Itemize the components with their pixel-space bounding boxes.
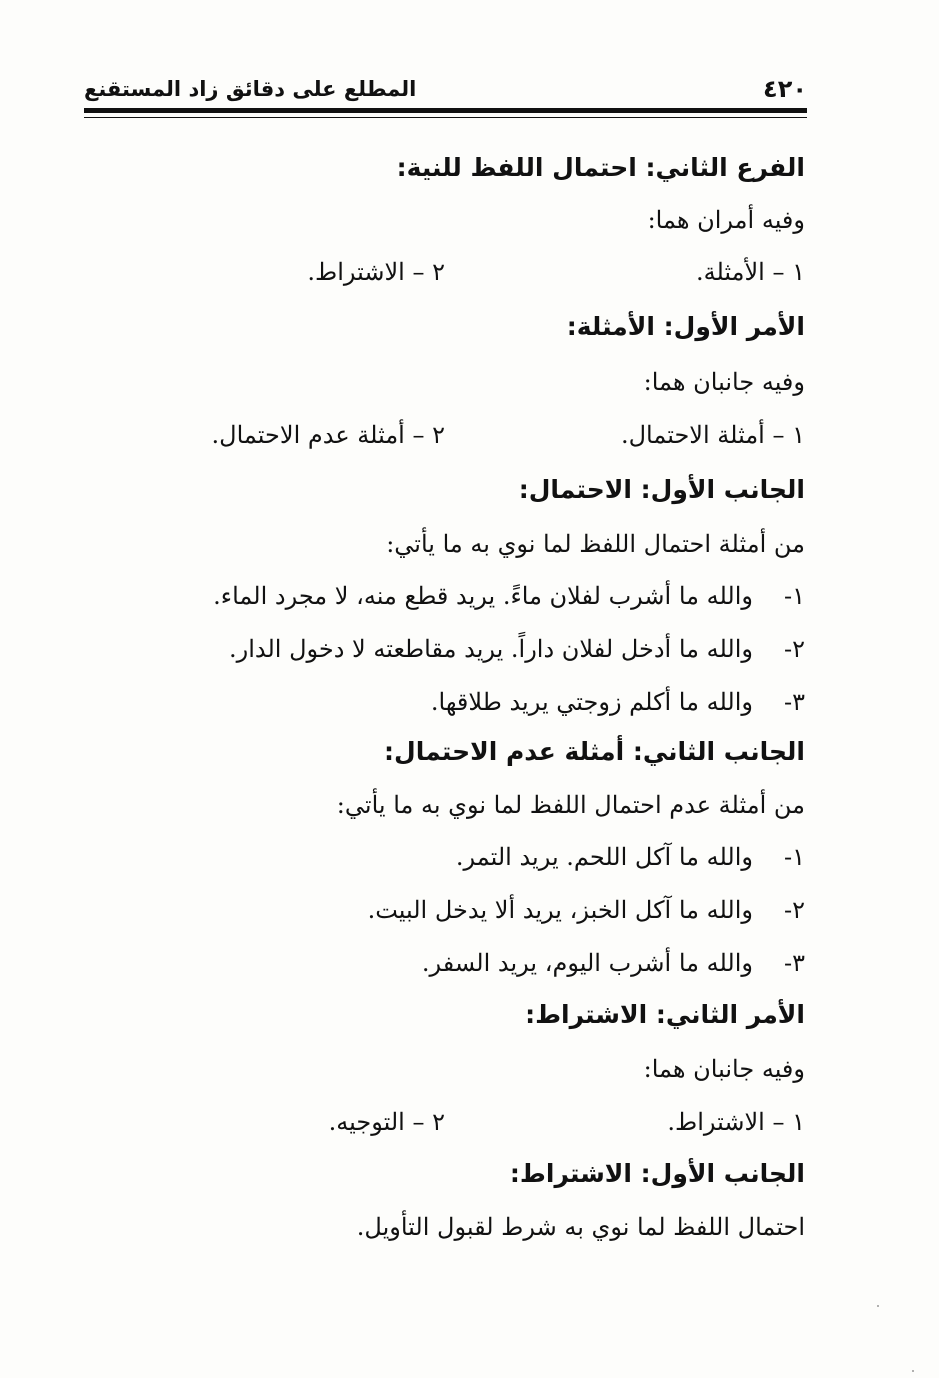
list-item-text: والله ما أدخل لفلان داراً. يريد مقاطعته لا دخول الدار. bbox=[228, 635, 753, 663]
page-number: ٤٢٠ bbox=[763, 75, 807, 103]
matter-item-1: ١ – الأمثلة. bbox=[695, 258, 805, 286]
matters-row bbox=[150, 252, 805, 292]
header-rule-thin bbox=[84, 117, 807, 118]
matter2-heading: الأمر الثاني: الاشتراط: bbox=[525, 1000, 805, 1029]
side3-heading: الجانب الأول: الاشتراط: bbox=[509, 1159, 805, 1188]
branch-heading: الفرع الثاني: احتمال اللفظ للنية: bbox=[396, 153, 805, 182]
list-item bbox=[368, 890, 805, 930]
list-item bbox=[456, 837, 805, 877]
scan-speck bbox=[877, 1305, 879, 1307]
list-item bbox=[229, 629, 805, 669]
book-title: المطلع على دقائق زاد المستقنع bbox=[84, 77, 417, 101]
list-item bbox=[422, 943, 805, 983]
header-rule-thick bbox=[84, 108, 807, 113]
intro-two-matters: وفيه أمران هما: bbox=[647, 206, 805, 234]
scan-speck bbox=[912, 1370, 914, 1372]
list-item-number: ١- bbox=[784, 843, 805, 871]
side-item-1: ١ – الاشتراط. bbox=[667, 1108, 805, 1136]
list-item-number: ١- bbox=[784, 582, 805, 610]
running-header bbox=[84, 72, 807, 106]
list-item-text: والله ما أكلم زوجتي يريد طلاقها. bbox=[430, 688, 753, 716]
side-item-1: ١ – أمثلة الاحتمال. bbox=[620, 421, 805, 449]
side1-heading: الجانب الأول: الاحتمال: bbox=[518, 475, 805, 504]
side2-intro: من أمثلة عدم احتمال اللفظ لما نوي به ما يأتي: bbox=[336, 791, 805, 819]
list-item bbox=[213, 576, 805, 616]
intro-two-sides-1: وفيه جانبان هما: bbox=[643, 368, 805, 396]
matter-item-2: ٢ – الاشتراط. bbox=[307, 258, 445, 286]
side-item-2: ٢ – التوجيه. bbox=[328, 1108, 445, 1136]
sides-row-1 bbox=[150, 415, 805, 455]
list-item-text: والله ما آكل اللحم. يريد التمر. bbox=[455, 843, 753, 871]
matter1-heading: الأمر الأول: الأمثلة: bbox=[566, 312, 805, 341]
list-item bbox=[431, 682, 805, 722]
list-item-number: ٣- bbox=[784, 688, 805, 716]
list-item-number: ٢- bbox=[784, 896, 805, 924]
list-item-text: والله ما أشرب اليوم، يريد السفر. bbox=[421, 949, 753, 977]
side2-heading: الجانب الثاني: أمثلة عدم الاحتمال: bbox=[384, 737, 805, 766]
intro-two-sides-2: وفيه جانبان هما: bbox=[643, 1055, 805, 1083]
side-item-2: ٢ – أمثلة عدم الاحتمال. bbox=[211, 421, 445, 449]
list-item-text: والله ما آكل الخبز، يريد ألا يدخل البيت. bbox=[367, 896, 753, 924]
side3-text: احتمال اللفظ لما نوي به شرط لقبول التأويل. bbox=[356, 1213, 805, 1241]
sides-row-2 bbox=[150, 1102, 805, 1142]
list-item-text: والله ما أشرب لفلان ماءً. يريد قطع منه، لا مجرد الماء. bbox=[213, 582, 753, 610]
side1-intro: من أمثلة احتمال اللفظ لما نوي به ما يأتي: bbox=[386, 530, 805, 558]
list-item-number: ٣- bbox=[784, 949, 805, 977]
list-item-number: ٢- bbox=[784, 635, 805, 663]
